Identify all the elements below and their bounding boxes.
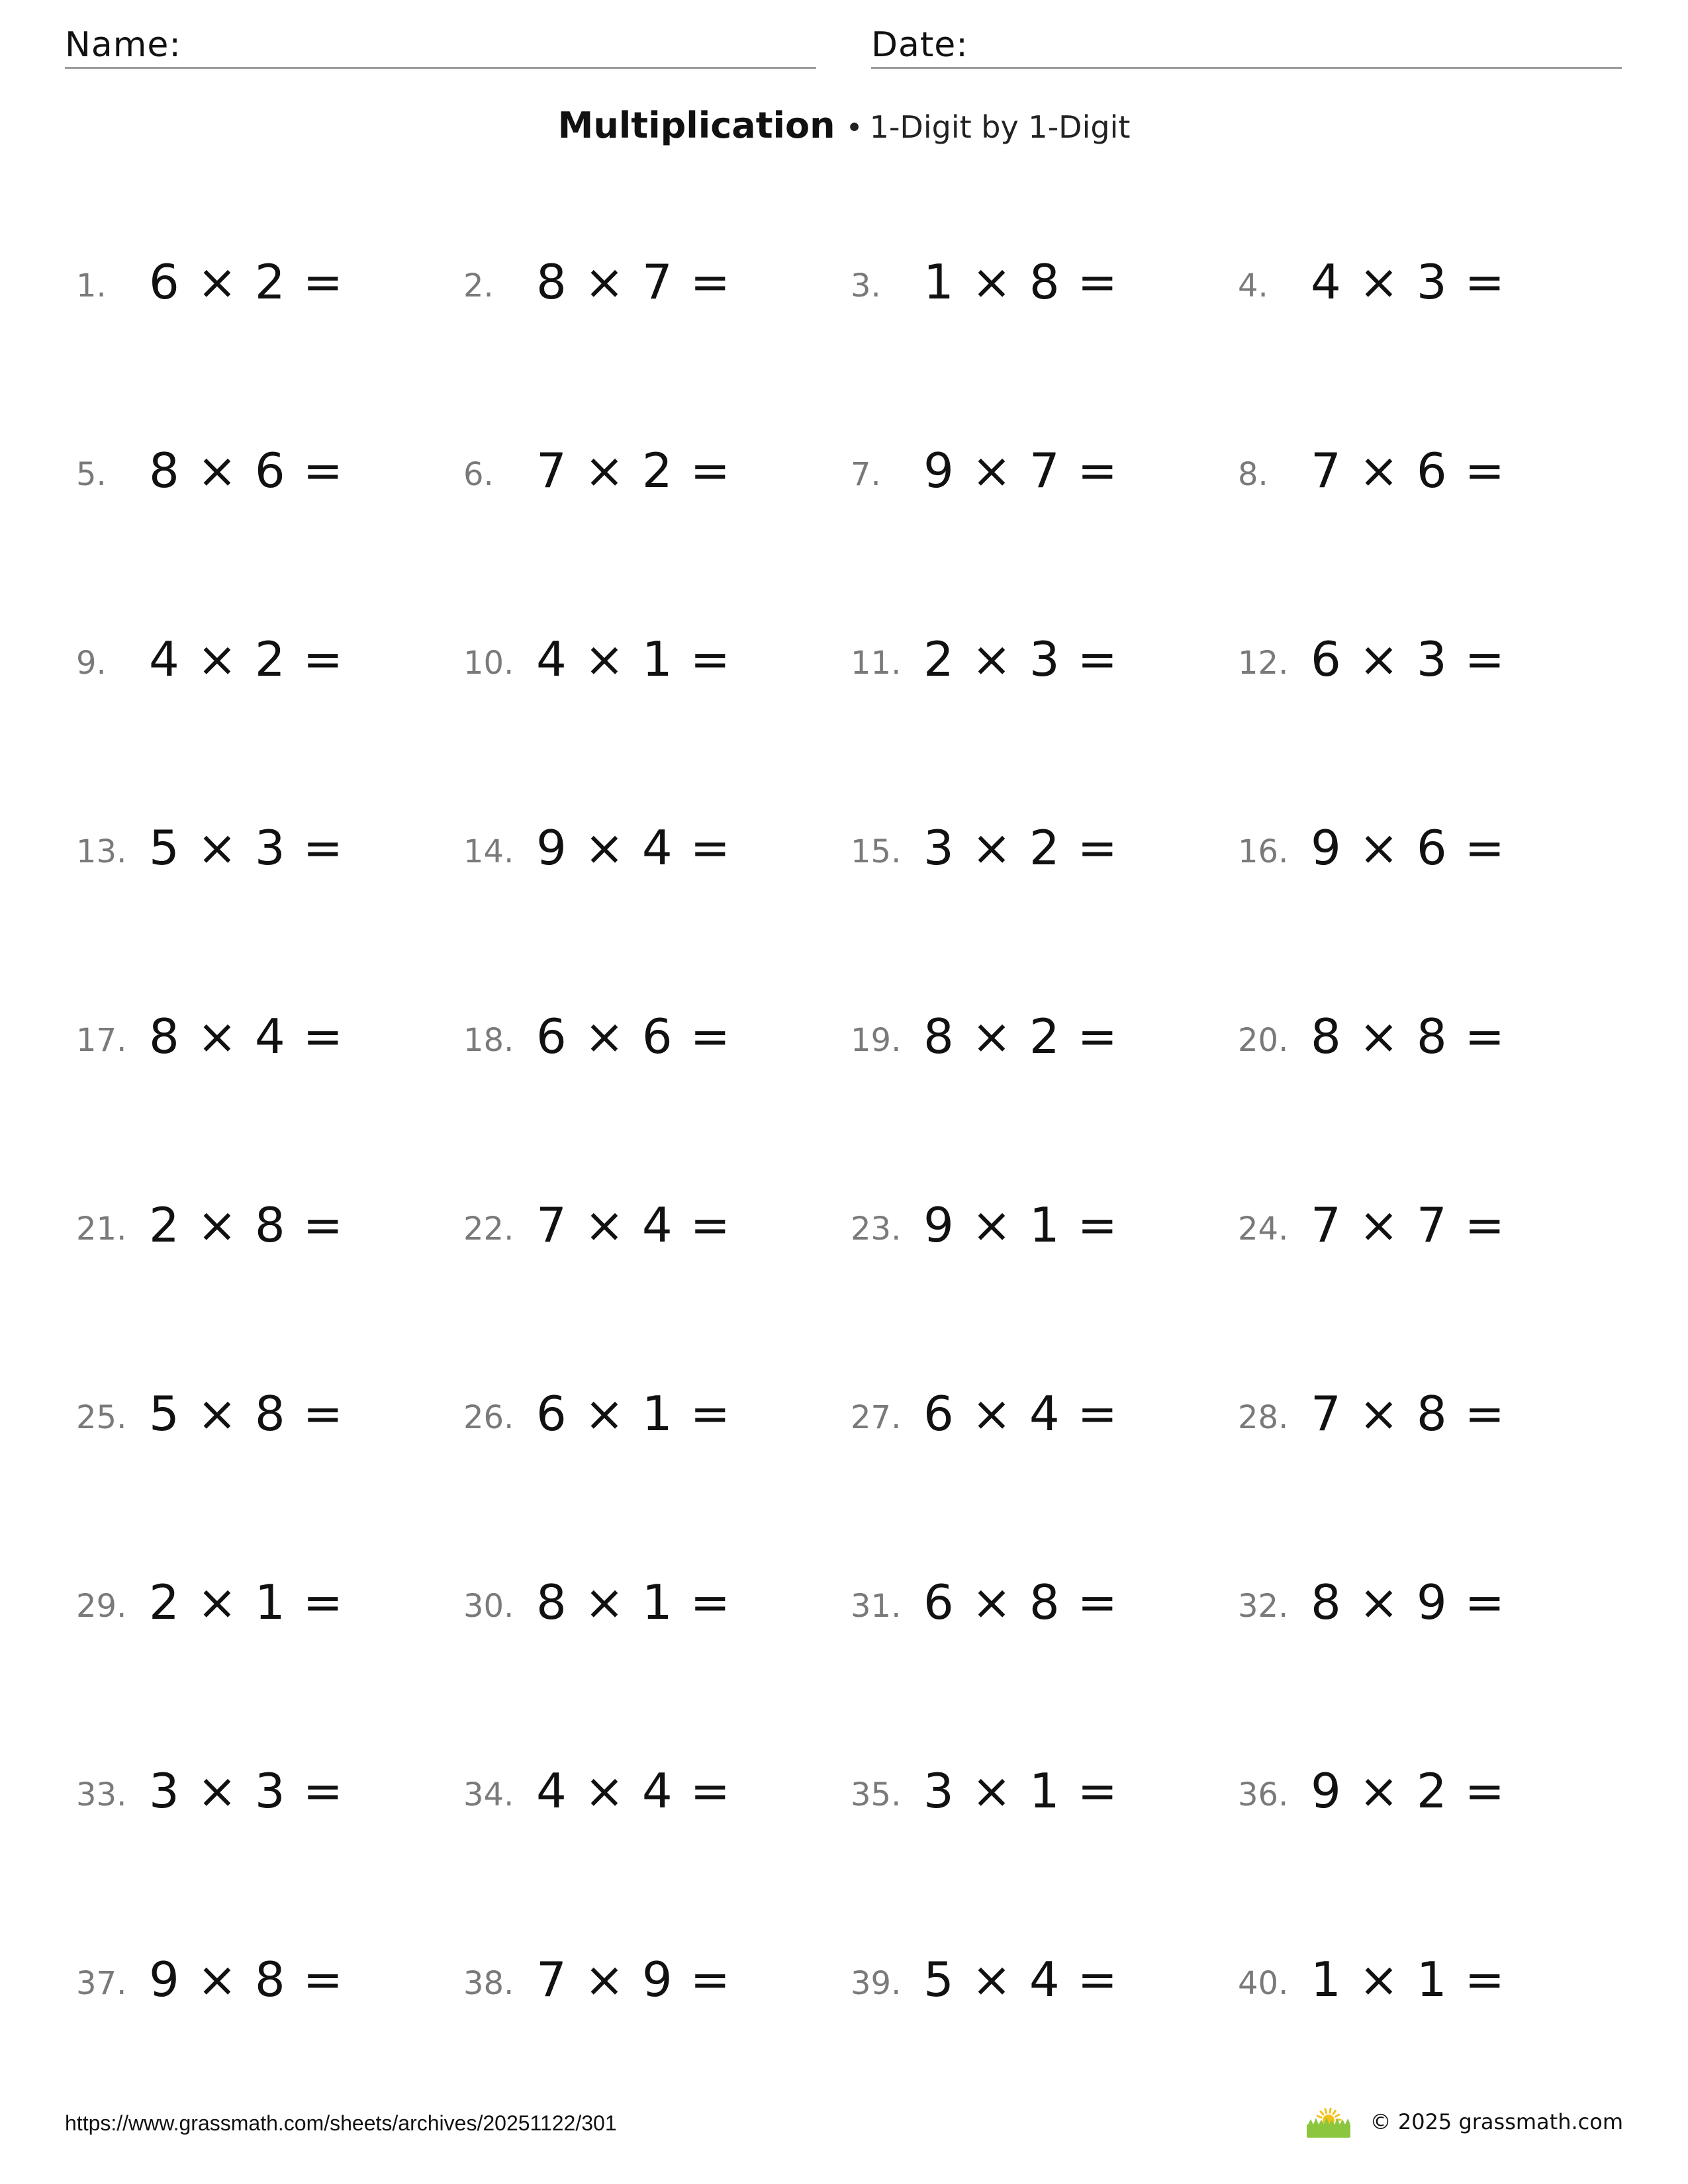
problem-item xyxy=(463,1747,834,1827)
problem-item xyxy=(76,615,447,695)
problem-number: 7. xyxy=(851,456,881,493)
problem-expression: 3 × 2 = xyxy=(923,820,1119,876)
problem-item xyxy=(463,1559,834,1638)
problem-expression: 3 × 3 = xyxy=(149,1763,344,1819)
problem-expression: 8 × 1 = xyxy=(536,1574,731,1630)
problem-item xyxy=(851,1936,1221,2015)
problem-expression: 5 × 3 = xyxy=(149,820,344,876)
problem-item xyxy=(76,804,447,884)
problem-number: 25. xyxy=(76,1399,127,1436)
problem-item xyxy=(76,238,447,318)
problem-number: 13. xyxy=(76,833,127,870)
problem-expression: 5 × 8 = xyxy=(149,1386,344,1441)
problem-item xyxy=(851,615,1221,695)
problem-number: 33. xyxy=(76,1776,127,1813)
problem-item xyxy=(1238,1370,1609,1449)
problem-number: 23. xyxy=(851,1210,902,1248)
problem-item xyxy=(851,1559,1221,1638)
name-field[interactable] xyxy=(65,20,816,69)
problem-number: 14. xyxy=(463,833,514,870)
title-main: Multiplication xyxy=(557,105,835,146)
problem-expression: 7 × 9 = xyxy=(536,1952,731,2007)
problem-expression: 9 × 1 = xyxy=(923,1197,1119,1253)
problem-number: 38. xyxy=(463,1965,514,2002)
problem-grid xyxy=(0,238,1688,2025)
problem-number: 34. xyxy=(463,1776,514,1813)
problem-number: 17. xyxy=(76,1022,127,1059)
problem-expression: 6 × 6 = xyxy=(536,1009,731,1064)
worksheet-header xyxy=(65,20,1622,70)
problem-expression: 7 × 4 = xyxy=(536,1197,731,1253)
problem-item xyxy=(851,804,1221,884)
problem-number: 4. xyxy=(1238,267,1268,304)
problem-item xyxy=(851,993,1221,1072)
title-separator: • xyxy=(845,111,863,145)
problem-number: 39. xyxy=(851,1965,902,2002)
problem-number: 19. xyxy=(851,1022,902,1059)
problem-expression: 6 × 4 = xyxy=(923,1386,1119,1441)
problem-expression: 8 × 6 = xyxy=(149,443,344,498)
problem-number: 27. xyxy=(851,1399,902,1436)
problem-expression: 4 × 2 = xyxy=(149,631,344,687)
problem-number: 6. xyxy=(463,456,494,493)
problem-number: 28. xyxy=(1238,1399,1289,1436)
problem-expression: 8 × 4 = xyxy=(149,1009,344,1064)
problem-number: 18. xyxy=(463,1022,514,1059)
problem-number: 31. xyxy=(851,1588,902,1625)
name-label: Name: xyxy=(65,25,181,65)
problem-item xyxy=(851,1370,1221,1449)
problem-item xyxy=(851,1181,1221,1261)
problem-expression: 7 × 8 = xyxy=(1311,1386,1506,1441)
problem-item xyxy=(1238,804,1609,884)
problem-item xyxy=(1238,1181,1609,1261)
problem-expression: 6 × 3 = xyxy=(1311,631,1506,687)
problem-expression: 4 × 4 = xyxy=(536,1763,731,1819)
problem-item xyxy=(463,804,834,884)
grass-sun-logo-icon xyxy=(1305,2105,1352,2139)
problem-number: 24. xyxy=(1238,1210,1289,1248)
problem-expression: 9 × 8 = xyxy=(149,1952,344,2007)
problem-item xyxy=(851,238,1221,318)
problem-item xyxy=(76,1370,447,1449)
problem-item xyxy=(463,1181,834,1261)
problem-expression: 7 × 6 = xyxy=(1311,443,1506,498)
problem-item xyxy=(76,1181,447,1261)
problem-expression: 9 × 2 = xyxy=(1311,1763,1506,1819)
problem-item xyxy=(76,1936,447,2015)
problem-expression: 1 × 1 = xyxy=(1311,1952,1506,2007)
problem-number: 12. xyxy=(1238,645,1289,682)
problem-item xyxy=(463,1370,834,1449)
problem-expression: 9 × 4 = xyxy=(536,820,731,876)
problem-item xyxy=(851,427,1221,506)
problem-number: 32. xyxy=(1238,1588,1289,1625)
problem-number: 40. xyxy=(1238,1965,1289,2002)
problem-number: 21. xyxy=(76,1210,127,1248)
problem-number: 26. xyxy=(463,1399,514,1436)
problem-item xyxy=(1238,993,1609,1072)
problem-expression: 6 × 8 = xyxy=(923,1574,1119,1630)
problem-item xyxy=(1238,615,1609,695)
problem-item xyxy=(851,1747,1221,1827)
problem-item xyxy=(463,1936,834,2015)
problem-item xyxy=(76,993,447,1072)
problem-number: 15. xyxy=(851,833,902,870)
problem-expression: 7 × 7 = xyxy=(1311,1197,1506,1253)
problem-expression: 7 × 2 = xyxy=(536,443,731,498)
problem-number: 1. xyxy=(76,267,107,304)
problem-expression: 6 × 2 = xyxy=(149,254,344,310)
problem-number: 29. xyxy=(76,1588,127,1625)
problem-item xyxy=(463,615,834,695)
problem-expression: 2 × 3 = xyxy=(923,631,1119,687)
problem-item xyxy=(463,427,834,506)
problem-expression: 8 × 9 = xyxy=(1311,1574,1506,1630)
problem-expression: 4 × 3 = xyxy=(1311,254,1506,310)
problem-expression: 8 × 7 = xyxy=(536,254,731,310)
footer-url: https://www.grassmath.com/sheets/archives/20251122/301 xyxy=(65,2111,617,2135)
problem-item xyxy=(1238,1936,1609,2015)
problem-number: 3. xyxy=(851,267,881,304)
problem-item xyxy=(76,1747,447,1827)
problem-number: 16. xyxy=(1238,833,1289,870)
problem-number: 36. xyxy=(1238,1776,1289,1813)
problem-expression: 2 × 1 = xyxy=(149,1574,344,1630)
problem-expression: 2 × 8 = xyxy=(149,1197,344,1253)
problem-expression: 9 × 6 = xyxy=(1311,820,1506,876)
problem-number: 5. xyxy=(76,456,107,493)
date-field[interactable] xyxy=(871,20,1622,69)
problem-expression: 5 × 4 = xyxy=(923,1952,1119,2007)
problem-number: 35. xyxy=(851,1776,902,1813)
problem-expression: 8 × 8 = xyxy=(1311,1009,1506,1064)
problem-number: 11. xyxy=(851,645,902,682)
problem-item xyxy=(463,993,834,1072)
problem-number: 8. xyxy=(1238,456,1268,493)
problem-number: 2. xyxy=(463,267,494,304)
problem-expression: 1 × 8 = xyxy=(923,254,1119,310)
problem-expression: 3 × 1 = xyxy=(923,1763,1119,1819)
date-label: Date: xyxy=(871,25,968,65)
problem-number: 37. xyxy=(76,1965,127,2002)
problem-item xyxy=(1238,1559,1609,1638)
problem-expression: 8 × 2 = xyxy=(923,1009,1119,1064)
problem-number: 30. xyxy=(463,1588,514,1625)
problem-item xyxy=(1238,238,1609,318)
problem-number: 20. xyxy=(1238,1022,1289,1059)
problem-number: 10. xyxy=(463,645,514,682)
footer-copyright: © 2025 grassmath.com xyxy=(1370,2109,1623,2134)
problem-expression: 4 × 1 = xyxy=(536,631,731,687)
footer-brand xyxy=(1305,2102,1623,2142)
problem-item xyxy=(1238,1747,1609,1827)
problem-expression: 6 × 1 = xyxy=(536,1386,731,1441)
problem-item xyxy=(463,238,834,318)
problem-number: 22. xyxy=(463,1210,514,1248)
problem-item xyxy=(76,1559,447,1638)
title-subtitle: 1-Digit by 1-Digit xyxy=(869,109,1131,145)
problem-item xyxy=(76,427,447,506)
worksheet-title xyxy=(0,105,1688,146)
problem-number: 9. xyxy=(76,645,107,682)
problem-item xyxy=(1238,427,1609,506)
problem-expression: 9 × 7 = xyxy=(923,443,1119,498)
